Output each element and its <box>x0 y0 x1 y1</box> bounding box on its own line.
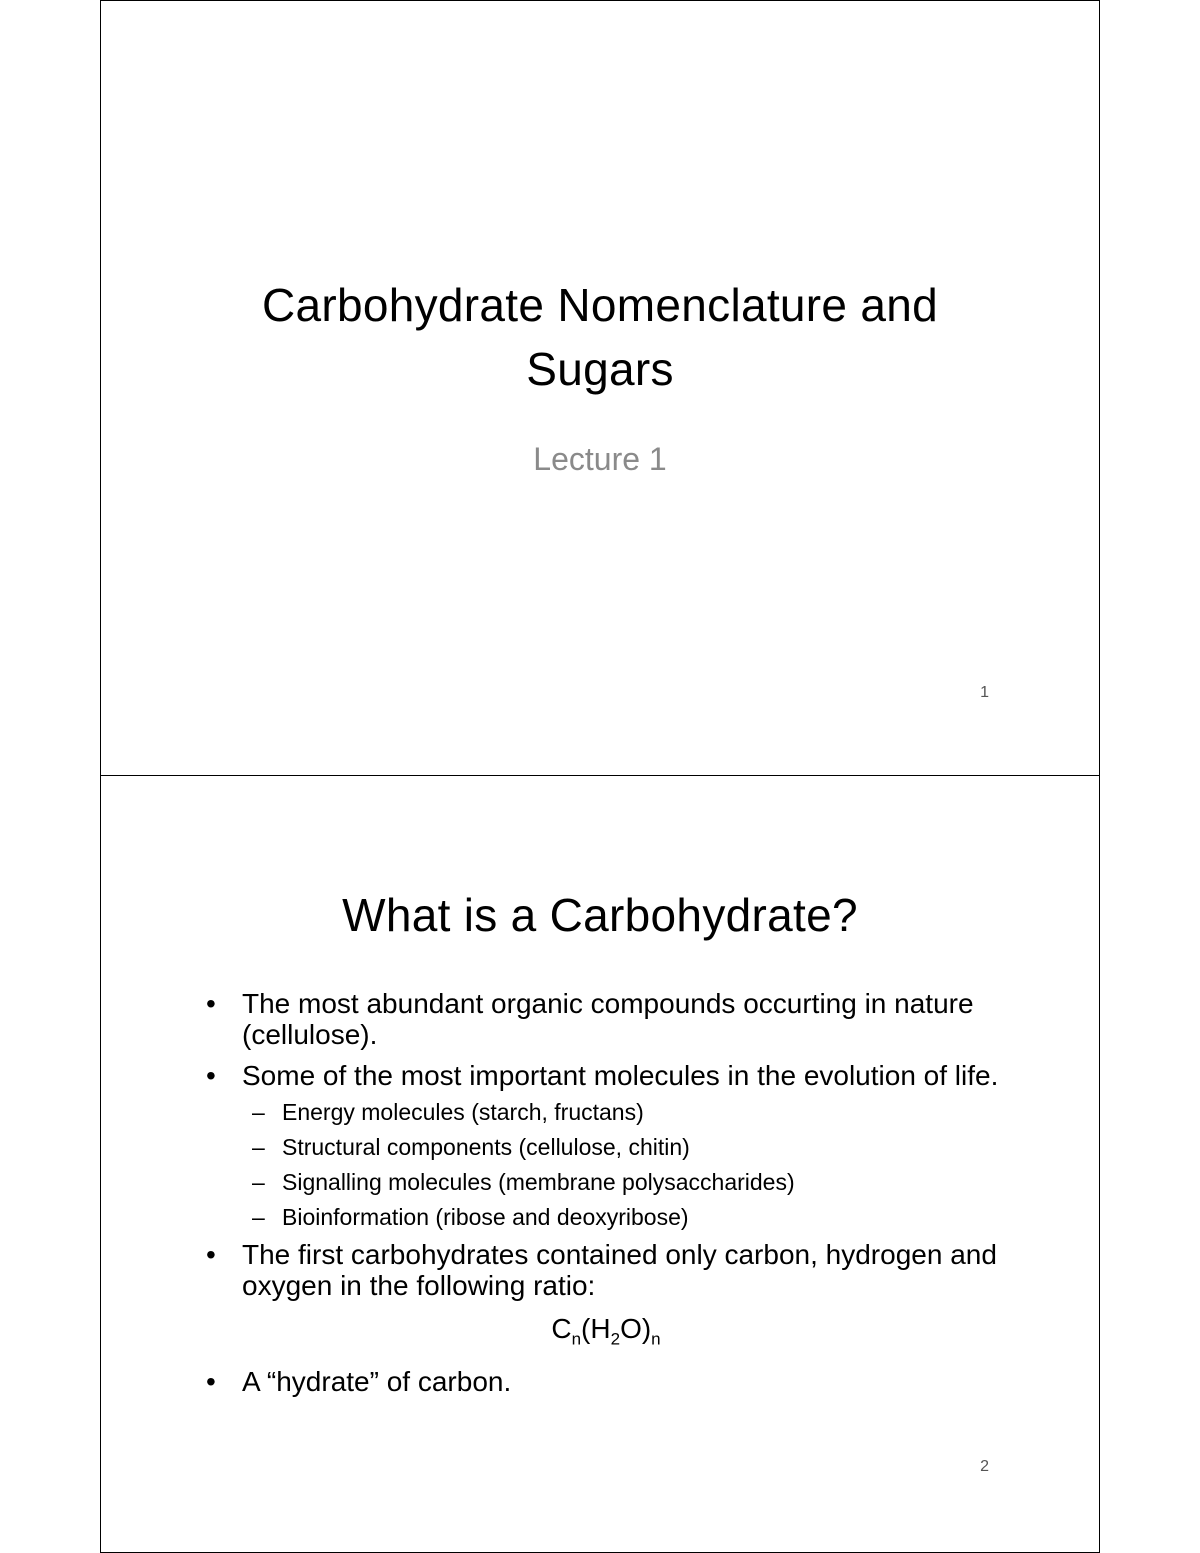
slide-1-subtitle: Lecture 1 <box>533 441 667 477</box>
bullet-symbol: • <box>206 1060 216 1091</box>
sub-bullet-text: Signalling molecules (membrane polysaccharides) <box>282 1169 795 1195</box>
slide-2-body <box>206 988 1006 1407</box>
bullet-item <box>206 1060 1006 1091</box>
slide-1-number: 1 <box>980 684 989 701</box>
slide-1-title-line-1: Carbohydrate Nomenclature and <box>261 279 939 331</box>
formula-c: C <box>551 1313 572 1344</box>
bullet-item <box>206 1239 1006 1301</box>
formula-close: O) <box>620 1313 652 1344</box>
formula-open: (H <box>581 1313 611 1344</box>
bullet-symbol: • <box>206 1365 216 1397</box>
formula-c-subscript: n <box>571 1329 582 1349</box>
bullet-text: The most abundant organic compounds occurting in nature (cellulose). <box>242 988 974 1050</box>
bullet-item <box>206 1366 1006 1397</box>
sub-bullet-item <box>206 1130 1006 1165</box>
bullet-symbol: • <box>206 1239 216 1270</box>
sub-bullet-text: Structural components (cellulose, chitin) <box>282 1134 690 1160</box>
bullet-text: A “hydrate” of carbon. <box>242 1365 512 1397</box>
bullet-text: The first carbohydrates contained only carbon, hydrogen and oxygen in the following ratio: <box>242 1239 997 1301</box>
sub-bullet-item <box>206 1165 1006 1200</box>
dash-symbol: – <box>252 1134 265 1160</box>
formula-outer-subscript: n <box>651 1329 661 1349</box>
slide-2-title: What is a Carbohydrate? <box>342 889 858 941</box>
dash-symbol: – <box>252 1204 265 1230</box>
slide-1-title-line-2: Sugars <box>526 343 674 395</box>
formula-h-subscript: 2 <box>610 1329 621 1349</box>
slide-1-title <box>101 273 1099 401</box>
sub-bullet-item <box>206 1095 1006 1130</box>
chemical-formula <box>306 1309 906 1360</box>
bullet-symbol: • <box>206 988 216 1019</box>
sub-bullet-text: Bioinformation (ribose and deoxyribose) <box>282 1204 689 1230</box>
dash-symbol: – <box>252 1169 265 1195</box>
bullet-text: Some of the most important molecules in the evolution of life. <box>242 1060 999 1091</box>
dash-symbol: – <box>252 1099 265 1125</box>
sub-bullet-item <box>206 1200 1006 1235</box>
bullet-item <box>206 988 1006 1050</box>
slide-2 <box>100 775 1100 1553</box>
slide-2-number: 2 <box>980 1458 989 1475</box>
sub-bullet-text: Energy molecules (starch, fructans) <box>282 1099 644 1125</box>
sub-bullet-list <box>206 1095 1006 1235</box>
slide-1 <box>100 0 1100 776</box>
